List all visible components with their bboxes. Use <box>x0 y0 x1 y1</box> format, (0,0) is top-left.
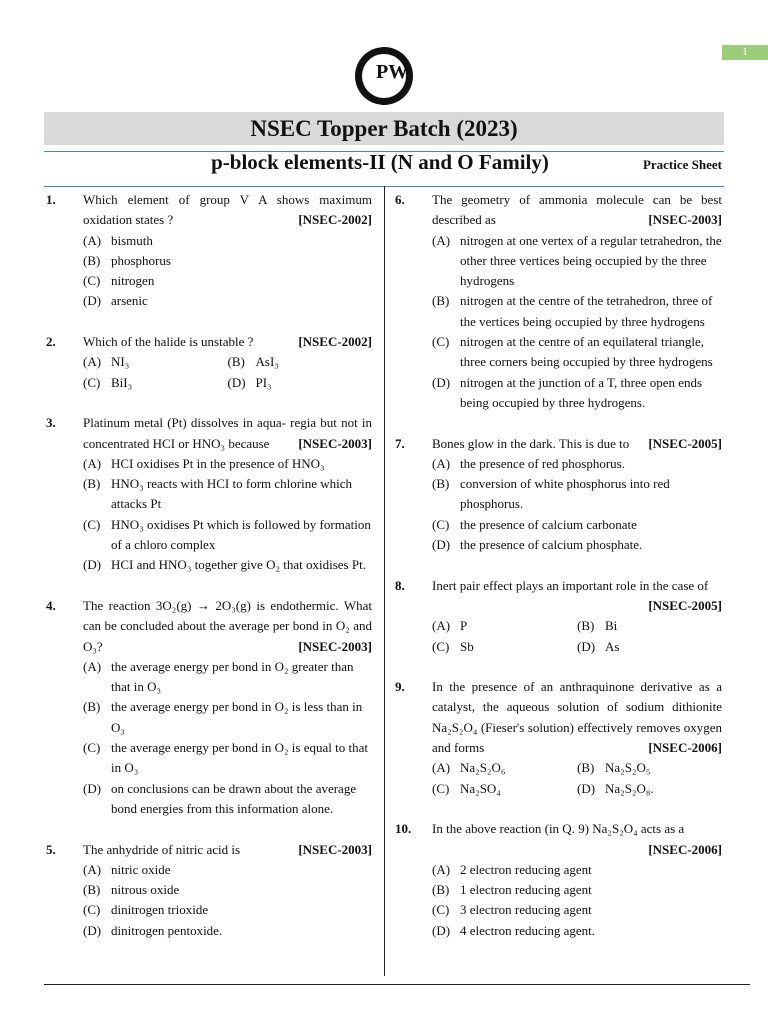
option-label: (B) <box>83 252 101 268</box>
option-label: (B) <box>227 354 245 370</box>
question-options <box>432 454 722 555</box>
option-item <box>432 900 722 920</box>
option-item <box>432 535 722 555</box>
question-options <box>83 231 372 312</box>
option-text: Bi <box>605 618 618 634</box>
option-label: (C) <box>432 780 450 796</box>
option-text: HCI and HNO₃ together give O₂ that oxidises Pt. <box>111 557 366 573</box>
option-label: (D) <box>432 922 451 938</box>
option-label: (C) <box>83 740 101 756</box>
option-item <box>432 779 577 799</box>
option-text: 4 electron reducing agent. <box>460 922 595 938</box>
option-text: HCI oxidises Pt in the presence of HNO₃ <box>111 455 325 471</box>
question-text: Inert pair effect plays an important role in the case of <box>432 577 709 593</box>
option-label: (D) <box>432 374 451 390</box>
question-number: 3. <box>46 415 56 431</box>
option-text: on conclusions can be drawn about the average bond energies from this information alone. <box>111 780 357 816</box>
option-label: (A) <box>432 455 451 471</box>
option-item <box>432 373 722 414</box>
option-text: nitrogen at the centre of the tetrahedron, three of the vertices being occupied by three hydrogens <box>460 293 713 329</box>
right-column <box>393 190 722 961</box>
option-row <box>432 758 722 778</box>
question-source: [NSEC-2005] <box>648 435 722 451</box>
option-label: (D) <box>227 374 246 390</box>
option-item <box>432 515 722 535</box>
option-item <box>577 758 722 778</box>
option-label: (C) <box>83 902 101 918</box>
question-number: 8. <box>395 577 405 593</box>
option-label: (B) <box>577 618 595 634</box>
option-item <box>83 880 372 900</box>
option-item <box>83 251 372 271</box>
option-item <box>432 332 722 373</box>
option-text: dinitrogen trioxide <box>111 902 209 918</box>
option-item <box>83 657 372 698</box>
question-block <box>44 596 372 819</box>
option-row <box>83 352 372 372</box>
option-item <box>432 921 722 941</box>
option-text: nitrogen <box>111 273 155 289</box>
option-item <box>228 373 373 393</box>
option-text: dinitrogen pentoxide. <box>111 922 223 938</box>
question-text: The geometry of ammonia molecule can be best described as <box>432 192 722 228</box>
question-stem <box>83 190 372 231</box>
question-text: In the above reaction (in Q. 9) Na₂S₂O₄ acts as a <box>432 821 685 837</box>
question-source: [NSEC-2002] <box>298 334 372 350</box>
question-number: 10. <box>395 821 412 837</box>
option-item <box>432 454 722 474</box>
option-text: Na₂SO₄ <box>460 780 501 796</box>
question-block <box>393 819 722 941</box>
option-item <box>83 352 228 372</box>
pw-logo <box>354 46 414 106</box>
question-block <box>393 434 722 556</box>
option-item <box>432 860 722 880</box>
option-item <box>83 738 372 779</box>
question-number: 9. <box>395 679 405 695</box>
option-item <box>83 454 372 474</box>
question-source: [NSEC-2003] <box>648 212 722 228</box>
option-label: (A) <box>432 760 451 776</box>
question-source: [NSEC-2003] <box>298 435 372 451</box>
option-label: (C) <box>83 273 101 289</box>
option-text: Na₂S₂O₈. <box>605 780 654 796</box>
question-text: Which of the halide is unstable ? <box>83 334 254 350</box>
option-label: (C) <box>432 516 450 532</box>
option-text: arsenic <box>111 293 148 309</box>
question-options <box>432 231 722 414</box>
option-item <box>83 779 372 820</box>
option-item <box>577 779 722 799</box>
option-item <box>83 921 372 941</box>
option-label: (D) <box>577 780 596 796</box>
option-text: the average energy per bond in O₂ is less than in O₃ <box>111 699 363 735</box>
option-label: (B) <box>83 882 101 898</box>
question-number: 6. <box>395 192 405 207</box>
question-stem <box>432 434 722 454</box>
question-source: [NSEC-2003] <box>298 841 372 857</box>
question-text: Which element of group V A shows maximum oxidation states ? <box>83 192 372 228</box>
option-label: (D) <box>83 780 102 796</box>
option-label: (A) <box>83 232 102 248</box>
question-block <box>393 190 722 413</box>
option-item <box>432 474 722 515</box>
option-text: the presence of red phosphorus. <box>460 455 625 471</box>
option-item <box>83 515 372 556</box>
chapter-title: p-block elements-II (N and O Family) <box>211 150 549 174</box>
question-number: 1. <box>46 192 56 207</box>
option-label: (B) <box>432 882 450 898</box>
sheet-type-label: Practice Sheet <box>642 157 722 172</box>
option-item <box>432 616 577 636</box>
question-stem <box>83 332 372 352</box>
option-item <box>83 900 372 920</box>
option-row <box>432 637 722 657</box>
option-text: conversion of white phosphorus into red phosphorus. <box>460 476 670 512</box>
option-text: PI₃ <box>255 374 272 390</box>
option-text: As <box>605 638 620 654</box>
question-number: 5. <box>46 841 56 857</box>
question-options <box>83 657 372 819</box>
option-text: bismuth <box>111 232 153 248</box>
option-text: the average energy per bond in O₂ greater than that in O₃ <box>111 658 354 695</box>
option-item <box>432 291 722 332</box>
option-label: (C) <box>432 334 450 350</box>
option-label: (D) <box>432 537 451 553</box>
question-stem <box>83 840 372 860</box>
option-item <box>83 860 372 880</box>
option-item <box>83 291 372 311</box>
question-source: [NSEC-2005] <box>648 597 722 613</box>
page-number: 1 <box>722 45 768 60</box>
question-number: 7. <box>395 435 405 451</box>
option-label: (D) <box>577 638 596 654</box>
question-options <box>83 860 372 941</box>
option-text: nitrogen at one vertex of a regular tetrahedron, the other three vertices being occupied by the three hydrogens <box>460 232 722 289</box>
question-text: The anhydride of nitric acid is <box>83 841 241 857</box>
question-source: [NSEC-2006] <box>648 740 722 756</box>
question-options <box>432 616 722 657</box>
option-label: (C) <box>83 374 101 390</box>
option-item <box>577 616 722 636</box>
question-text: In the presence of an anthraquinone derivative as a catalyst, the aqueous solution of sodium dithionite Na₂S₂O₄ (Fieser's solution) effectively removes oxygen and forms <box>432 679 722 756</box>
option-text: P <box>460 618 468 634</box>
question-block <box>44 190 372 312</box>
question-stem <box>432 190 722 231</box>
question-stem <box>83 596 372 657</box>
question-number: 4. <box>46 597 56 613</box>
option-label: (C) <box>83 516 101 532</box>
option-text: 1 electron reducing agent <box>460 882 592 898</box>
option-item <box>83 373 228 393</box>
question-options <box>432 860 722 941</box>
option-text: the presence of calcium carbonate <box>460 516 637 532</box>
question-options <box>83 454 372 576</box>
column-divider <box>384 186 385 976</box>
option-item <box>83 271 372 291</box>
question-block <box>393 677 722 799</box>
option-text: AsI₃ <box>255 354 279 370</box>
question-number: 2. <box>46 334 56 350</box>
option-text: the presence of calcium phosphate. <box>460 537 643 553</box>
option-item <box>83 555 372 575</box>
option-label: (B) <box>432 476 450 492</box>
option-item <box>432 880 722 900</box>
option-label: (B) <box>83 476 101 492</box>
question-block <box>44 413 372 575</box>
footer-rule <box>44 984 750 985</box>
question-source: [NSEC-2003] <box>298 638 372 654</box>
question-options <box>83 352 372 393</box>
question-source: [NSEC-2002] <box>298 212 372 228</box>
option-item <box>228 352 373 372</box>
batch-title: NSEC Topper Batch (2023) <box>44 112 724 145</box>
option-text: Sb <box>460 638 474 654</box>
option-item <box>83 231 372 251</box>
question-text: Bones glow in the dark. This is due to <box>432 435 630 451</box>
question-stem <box>83 413 372 454</box>
option-row <box>432 779 722 799</box>
option-label: (B) <box>577 760 595 776</box>
option-label: (A) <box>432 618 451 634</box>
option-item <box>432 231 722 292</box>
option-label: (D) <box>83 922 102 938</box>
option-text: Na₂S₂O₅ <box>605 760 651 776</box>
option-text: nitrogen at the centre of an equilateral triangle, three corners being occupied by three hydrogens <box>460 334 713 370</box>
question-stem <box>432 576 722 617</box>
option-label: (A) <box>83 861 102 877</box>
question-text: Platinum metal (Pt) dissolves in aqua- regia but not in concentrated HCI or HNO₃ because <box>83 415 372 451</box>
question-stem <box>432 677 722 758</box>
option-label: (D) <box>83 557 102 573</box>
left-column <box>44 190 372 961</box>
logo-letter-p: PW <box>376 61 409 83</box>
option-label: (D) <box>83 293 102 309</box>
question-block <box>44 332 372 393</box>
option-item <box>577 637 722 657</box>
option-label: (B) <box>432 293 450 309</box>
option-row <box>432 616 722 636</box>
option-text: HNO₃ oxidises Pt which is followed by formation of a chloro complex <box>111 516 371 553</box>
question-block <box>44 840 372 941</box>
option-text: Na₂S₂O₆ <box>460 760 506 776</box>
option-text: 3 electron reducing agent <box>460 902 592 918</box>
question-options <box>432 758 722 799</box>
option-text: nitric oxide <box>111 861 171 877</box>
option-text: 2 electron reducing agent <box>460 861 592 877</box>
option-text: NI₃ <box>111 354 130 370</box>
option-label: (A) <box>83 658 102 674</box>
option-text: the average energy per bond in O₂ is equal to that in O₃ <box>111 740 368 776</box>
option-text: nitrous oxide <box>111 882 180 898</box>
option-label: (A) <box>432 232 451 248</box>
question-block <box>393 576 722 657</box>
option-label: (A) <box>83 455 102 471</box>
option-text: phosphorus <box>111 252 171 268</box>
option-label: (C) <box>432 902 450 918</box>
option-item <box>432 637 577 657</box>
option-label: (A) <box>83 354 102 370</box>
option-label: (A) <box>432 861 451 877</box>
option-text: BiI₃ <box>111 374 133 390</box>
question-stem <box>432 819 722 860</box>
option-row <box>83 373 372 393</box>
option-item <box>83 474 372 515</box>
question-source: [NSEC-2006] <box>648 841 722 857</box>
question-text: The reaction 3O₂(g) → 2O₃(g) is endothermic. What can be concluded about the average per bond in O₂ and O₃? <box>83 597 372 654</box>
option-label: (C) <box>432 638 450 654</box>
option-label: (B) <box>83 699 101 715</box>
option-text: nitrogen at the junction of a T, three open ends being occupied by three hydrogens. <box>460 374 703 410</box>
option-item <box>83 697 372 738</box>
option-item <box>432 758 577 778</box>
option-text: HNO₃ reacts with HCI to form chlorine which attacks Pt <box>111 476 353 512</box>
